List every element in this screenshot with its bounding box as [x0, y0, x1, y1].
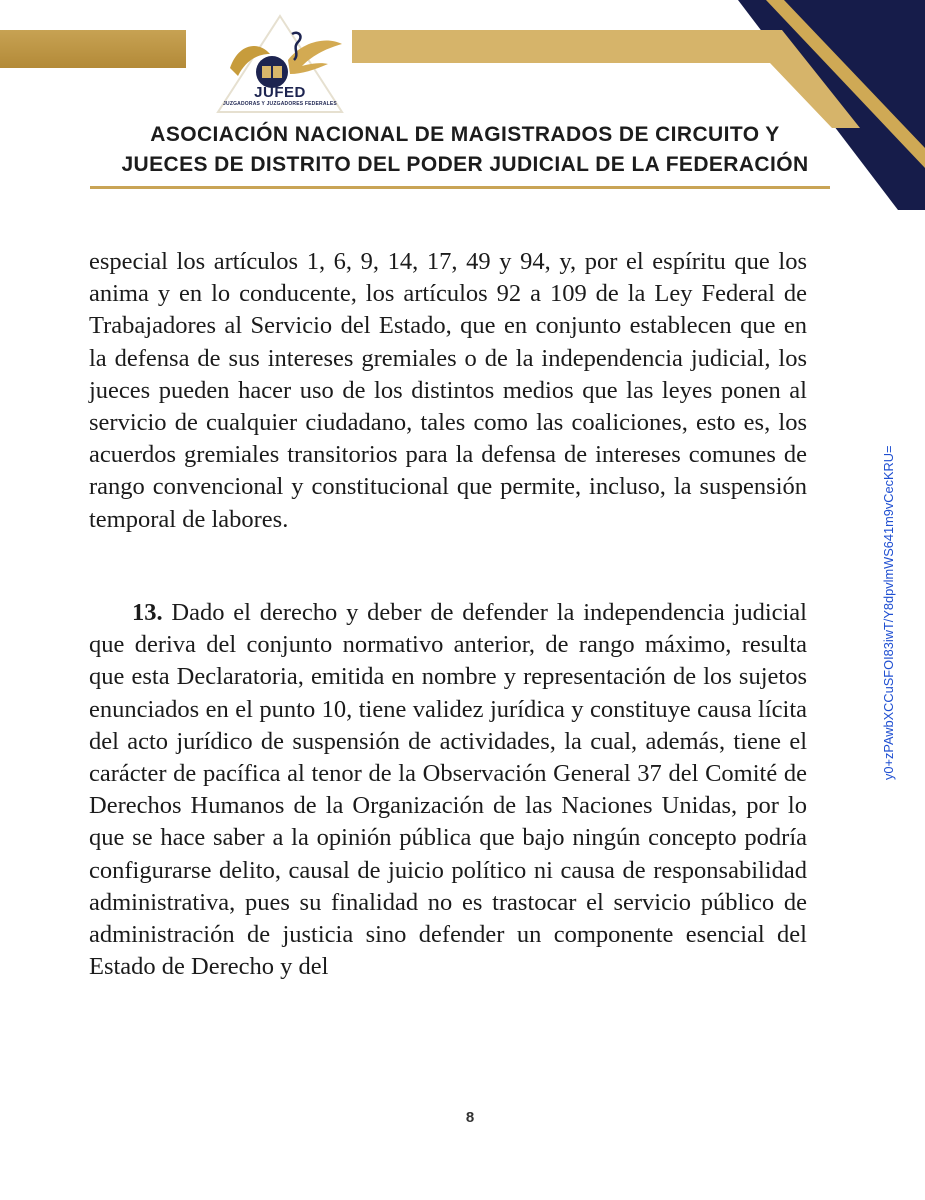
paragraph-continued: especial los artículos 1, 6, 9, 14, 17, 49 y 94, y, por el espíritu que los anima y en lo conducente, los artículos 92 a 109 de la Ley Federal de Trabajadores al Servicio del Estado, que en conjunto establecen que en la defensa de sus intereses gremiales o de la independencia judicial, los jueces pueden hacer uso de los distintos medios que las leyes ponen al servicio de cualquier ciudadano, tales como las coaliciones, esto es, los acuerdos gremiales transitorios para la defensa de intereses comunes de rango convencional y constitucional que permite, incluso, la suspensión temporal de labores.: [89, 248, 807, 533]
item-number: 13.: [132, 599, 163, 626]
paragraph-13-text: Dado el derecho y deber de defender la independencia judicial que deriva del conjunto normativo anterior, de rango máximo, resulta que esta Declaratoria, emitida en nombre y representación de los sujetos enunciados en el punto 10, tiene validez jurídica y constituye causa lícita del acto jurídico de suspensión de actividades, la cual, además, tiene el carácter de pacífica al tenor de la Observación General 37 del Comité de Derechos Humanos de la Organización de las Naciones Unidas, por lo que se hace saber a la opinión pública que bajo ningún concepto podría configurarse delito, causal de juicio político ni causa de responsabilidad administrativa, pues su finalidad no es trastocar el servicio público de administración de justicia sino defender un componente esencial del Estado de Derecho y del: [89, 599, 807, 981]
page-number: 8: [465, 1109, 475, 1126]
gold-header-bar: [0, 30, 186, 68]
header-underline: [90, 186, 830, 189]
paragraph-13: [89, 597, 807, 983]
association-title-line1: ASOCIACIÓN NACIONAL DE MAGISTRADOS DE CIRCUITO Y: [150, 123, 780, 146]
verification-code: [874, 408, 900, 780]
logo-subtitle: JUZGADORAS Y JUZGADORES FEDERALES: [223, 101, 337, 107]
association-title: [70, 120, 860, 180]
logo-name: JUFED: [254, 84, 306, 101]
association-title-line2: JUECES DE DISTRITO DEL PODER JUDICIAL DE LA FEDERACIÓN: [121, 153, 809, 176]
verification-code-text: y0+zPAwbXCCuSFOI83iwT/Y8dpvlmWS641m9vCecKRU=: [881, 445, 896, 780]
